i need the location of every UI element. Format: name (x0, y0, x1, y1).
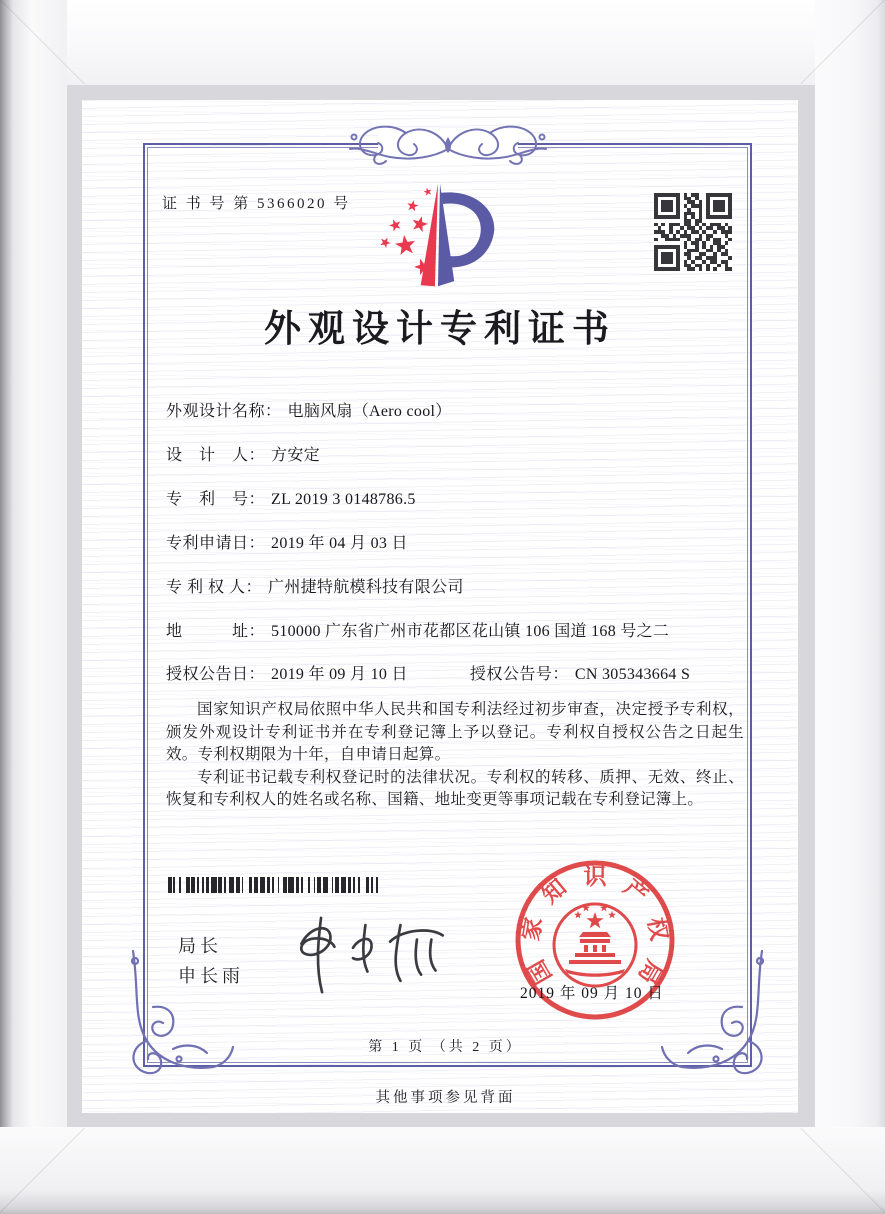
field-value: 2019 年 09 月 10 日 (271, 666, 408, 683)
svg-text:知: 知 (537, 874, 572, 909)
qr-code (654, 193, 732, 271)
certificate-number: 证 书 号 第 5366020 号 (162, 196, 351, 212)
field-value: 2019 年 04 月 03 日 (271, 535, 408, 552)
svg-text:国: 国 (523, 955, 557, 988)
field-label: 专 利 权 人： (166, 579, 263, 596)
signer-name: 申长雨 (178, 966, 244, 986)
field-label: 外观设计名称： (166, 403, 282, 420)
national-emblem-icon (554, 904, 636, 986)
frame-left-edge (0, 0, 67, 1214)
field-address (166, 618, 669, 641)
certificate-title: 外观设计专利证书 (264, 309, 616, 350)
field-grant-date-and-number (166, 661, 690, 684)
svg-text:权: 权 (643, 915, 672, 943)
svg-text:局: 局 (633, 955, 667, 988)
svg-text:家: 家 (518, 915, 547, 943)
svg-text:识: 识 (583, 864, 607, 889)
paragraph: 专利证书记载专利权登记时的法律状况。专利权的转移、质押、无效、终止、恢复和专利权人的姓名或名称、国籍、地址变更等事项记载在专利登记簿上。 (166, 768, 744, 808)
field-value: 广州捷特航模科技有限公司 (268, 579, 464, 596)
legal-paragraphs (166, 699, 744, 812)
svg-text:产: 产 (618, 874, 653, 909)
field-label: 设 计 人： (166, 447, 266, 464)
frame-bottom-edge (0, 1127, 885, 1214)
frame-right-edge (815, 0, 885, 1214)
field-value: 方安定 (271, 447, 320, 464)
field-label: 专利申请日： (166, 535, 266, 552)
paragraph: 国家知识产权局依照中华人民共和国专利法经过初步审查，决定授予专利权，颁发外观设计专利证书并在专利登记簿上予以登记。专利权自授权公告之日起生效。专利权期限为十年，自申请日起算。 (166, 701, 744, 763)
field-label: 地 址： (166, 623, 266, 640)
back-note: 其他事项参见背面 (375, 1090, 516, 1106)
frame-top-edge (0, 0, 885, 85)
seal-date: 2019 年 09 月 10 日 (520, 985, 664, 1002)
field-value: 510000 广东省广州市花都区花山镇 106 国道 168 号之二 (271, 623, 670, 640)
field-label: 授权公告日： (166, 666, 266, 683)
field-design-name (166, 398, 452, 421)
field-label: 授权公告号： (469, 666, 569, 683)
barcode (168, 877, 378, 893)
field-application-date (166, 530, 408, 553)
field-value: CN 305343664 S (574, 666, 691, 683)
field-patent-number (166, 486, 416, 509)
field-value: 电脑风扇（Aero cool） (287, 403, 452, 420)
top-flourish-ornament (340, 119, 556, 173)
field-designer (166, 442, 320, 465)
page-info: 第 1 页 （共 2 页） (368, 1040, 523, 1055)
cnipa-logo-icon (374, 180, 506, 298)
field-value: ZL 2019 3 0148786.5 (271, 491, 416, 508)
signer-title: 局长 (178, 936, 222, 956)
signature-graphic (287, 910, 452, 998)
field-patentee (166, 574, 464, 597)
field-label: 专 利 号： (166, 491, 266, 508)
certificate-paper (82, 100, 798, 1113)
